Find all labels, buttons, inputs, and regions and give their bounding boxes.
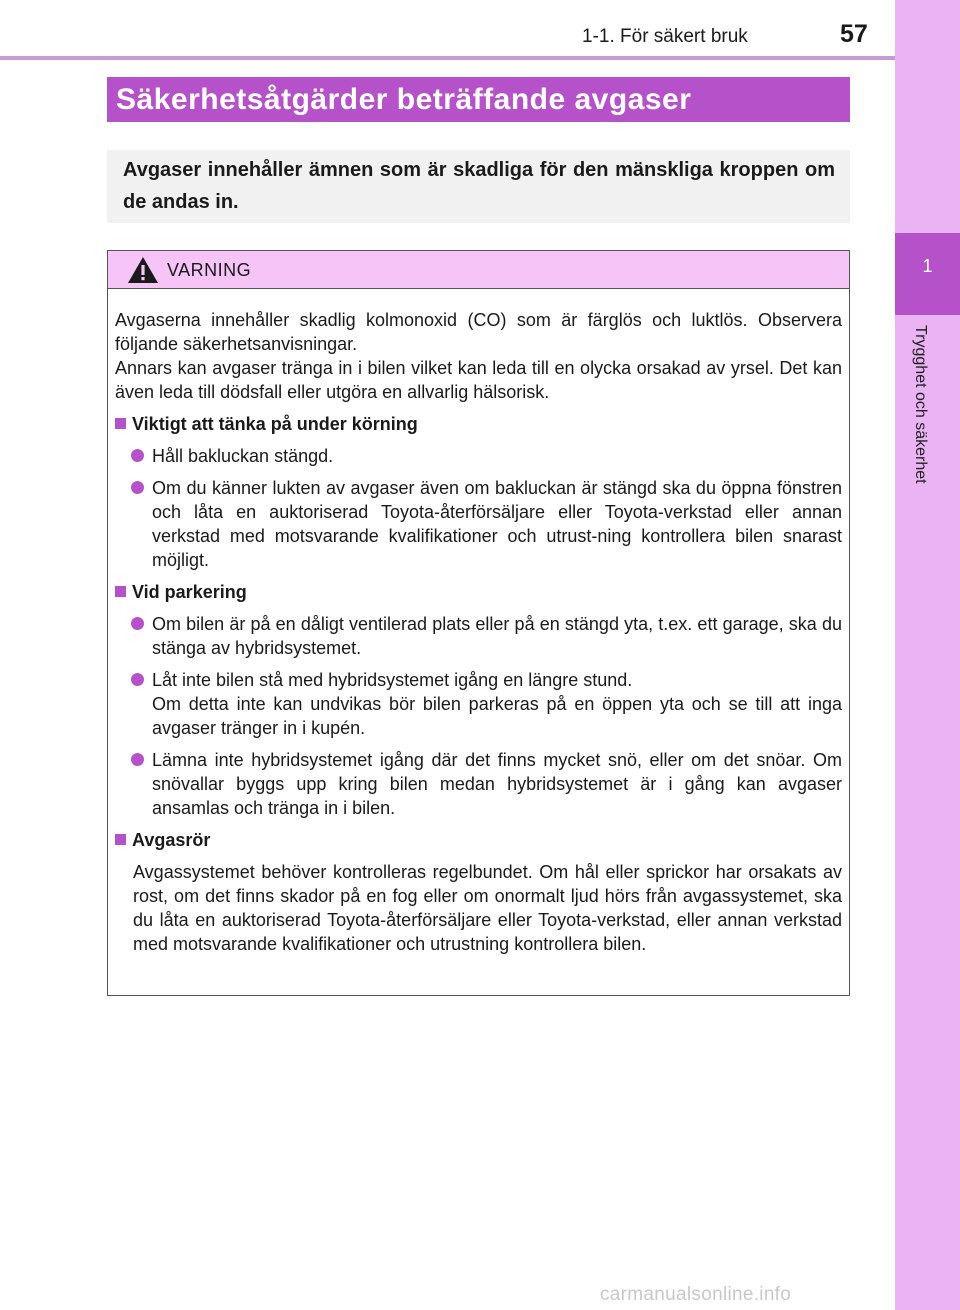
warning-title: VARNING (167, 260, 252, 280)
subheading-driving (115, 412, 842, 436)
subheading-parking (115, 580, 842, 604)
list-item (115, 748, 842, 820)
list-item-text: Lämna inte hybridsystemet igång där det finns mycket snö, eller om det snöar. Om snövallar byggs upp kring bilen medan hybridsystemet är i gång kan avgaser ansamlas och tränga in i bilen. (152, 750, 842, 818)
list-item-text: Håll bakluckan stängd. (152, 446, 334, 466)
side-tab-number: 1 (922, 256, 933, 276)
side-tab-label: Trygghet och säkerhet (912, 325, 929, 484)
header-divider (0, 56, 895, 60)
list-item-continuation: Om detta inte kan undvikas bör bilen parkeras på en öppen yta och se till att inga avgaser tränger in i kupén. (152, 694, 842, 738)
warning-body (115, 308, 842, 956)
list-item (115, 444, 842, 468)
chapter-reference: 1-1. För säkert bruk (582, 26, 748, 47)
list-item-text: Om du känner lukten av avgaser även om bakluckan är stängd ska du öppna fönstren och låta en auktoriserad Toyota-återförsäljare eller Toyota-verkstad eller annan verkstad med motsvarande kvalifikationer och utrust-ning kontrollera bilen snarast möjligt. (152, 478, 842, 570)
round-bullet-icon (131, 617, 144, 630)
warning-triangle-icon (127, 256, 159, 284)
subheading-label: Avgasrör (132, 830, 211, 850)
subheading-exhaust-pipe (115, 828, 842, 852)
square-bullet-icon (115, 418, 126, 429)
warning-paragraph-2: Annars kan avgaser tränga in i bilen vilket kan leda till en olycka orsakad av yrsel. Det kan även leda till dödsfall eller utgöra en allvarlig hälsorisk. (115, 358, 842, 402)
list-item (115, 612, 842, 660)
list-item-text: Om bilen är på en dåligt ventilerad plats eller på en stängd yta, t.ex. ett garage, ska du stänga av hybridsystemet. (152, 614, 842, 658)
list-item (115, 476, 842, 572)
list-item (115, 668, 842, 740)
intro-text: Avgaser innehåller ämnen som är skadliga för den mänskliga kroppen om de andas in. (123, 159, 835, 213)
subheading-label: Viktigt att tänka på under körning (132, 414, 418, 434)
exhaust-pipe-text: Avgassystemet behöver kontrolleras regelbundet. Om hål eller sprickor har orsakats av rost, om det finns skador på en fog eller om onormalt ljud hörs från avgassystemet, ska du låta en auktoriserad Toyota-återförsäljare eller Toyota-verkstad, eller annan verkstad med motsvarande kvalifikationer och utrustning kontrollera bilen. (133, 862, 842, 954)
watermark: carmanualsonline.info (600, 1284, 792, 1305)
round-bullet-icon (131, 753, 144, 766)
square-bullet-icon (115, 834, 126, 845)
list-item-text: Låt inte bilen stå med hybridsystemet igång en längre stund. (152, 670, 633, 690)
list-item-text-group (152, 668, 842, 740)
round-bullet-icon (131, 481, 144, 494)
warning-paragraph-1: Avgaserna innehåller skadlig kolmonoxid (CO) som är färglös och luktlös. Observera följande säkerhetsanvisningar. (115, 310, 842, 354)
round-bullet-icon (131, 673, 144, 686)
square-bullet-icon (115, 586, 126, 597)
side-tab (895, 0, 960, 1310)
subheading-label: Vid parkering (132, 582, 247, 602)
page-number: 57 (840, 20, 868, 48)
round-bullet-icon (131, 449, 144, 462)
section-title: Säkerhetsåtgärder beträffande avgaser (116, 83, 692, 116)
